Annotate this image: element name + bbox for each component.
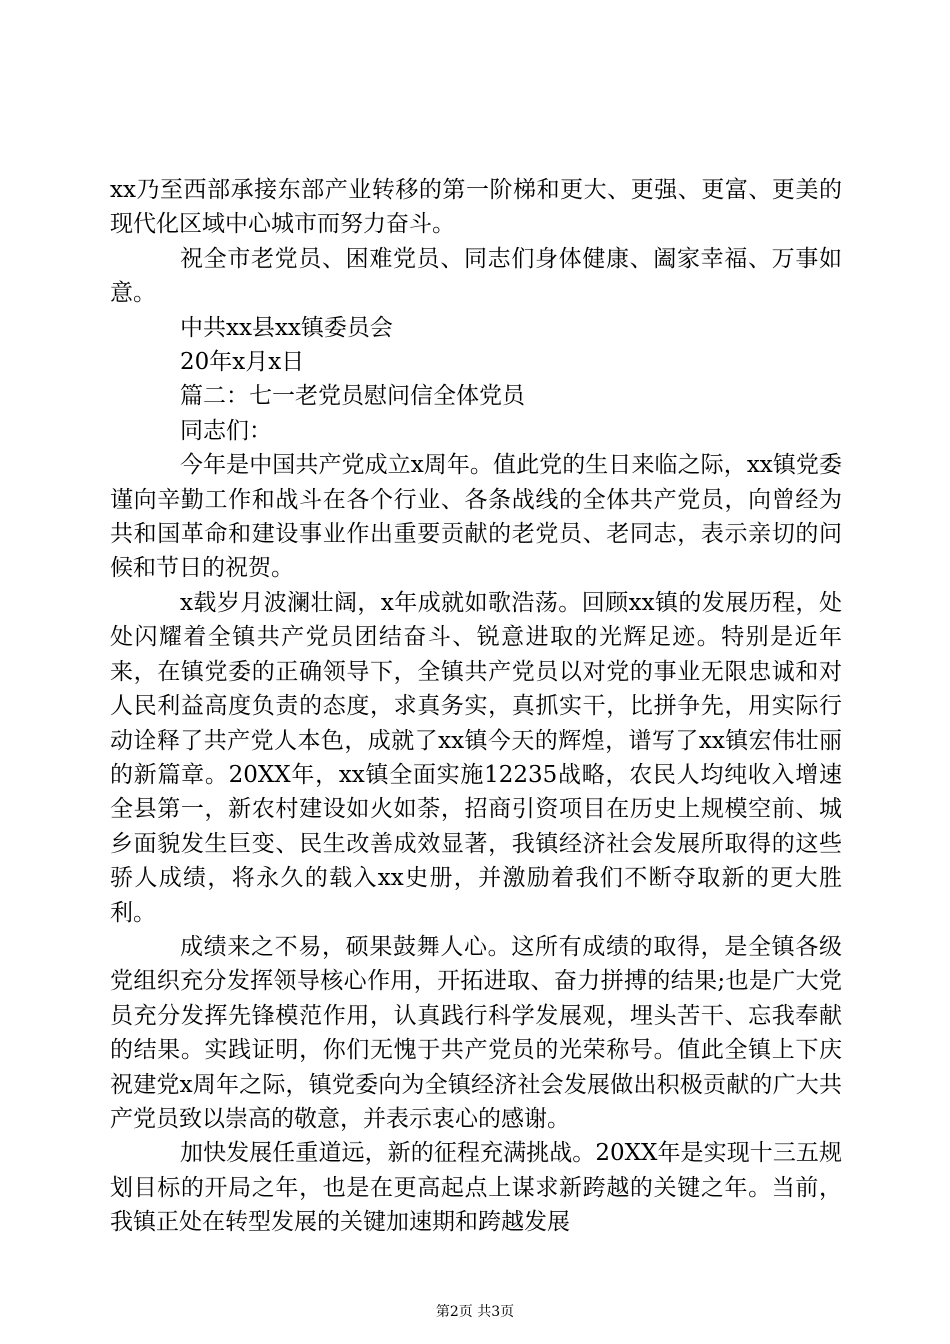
paragraph-1: xx乃至西部承接东部产业转移的第一阶梯和更大、更强、更富、更美的现代化区域中心城市而努力奋斗。 (110, 177, 842, 238)
section-heading: 篇二：七一老党员慰问信全体党员 (180, 383, 525, 410)
document-body (110, 173, 842, 1240)
paragraph-2: 祝全市老党员、困难党员、同志们身体健康、阖家幸福、万事如意。 (110, 245, 842, 307)
salutation: 同志们： (180, 417, 272, 444)
signature-date: 20年x月x日 (180, 349, 305, 376)
paragraph-10: 加快发展任重道远，新的征程充满挑战。20XX年是实现十三五规划目标的开局之年，也是在更高起点上谋求新跨越的关键之年。当前，我镇正处在转型发展的关键加速期和跨越发展 (110, 1140, 842, 1236)
paragraph-9: 成绩来之不易，硕果鼓舞人心。这所有成绩的取得，是全镇各级党组织充分发挥领导核心作用，开拓进取、奋力拼搏的结果;也是广大党员充分发挥先锋模范作用，认真践行科学发展观，埋头苦干、忘我奉献的结果。实践证明，你们无愧于共产党员的光荣称号。值此全镇上下庆祝建党x周年之际，镇党委向为全镇经济社会发展做出积极贡献的广大共产党员致以崇高的敬意，并表示衷心的感谢。 (110, 933, 842, 1132)
paragraph-8: x载岁月波澜壮阔，x年成就如歌浩荡。回顾xx镇的发展历程，处处闪耀着全镇共产党员团结奋斗、锐意进取的光辉足迹。特别是近年来，在镇党委的正确领导下，全镇共产党员以对党的事业无限忠诚和对人民利益高度负责的态度，求真务实，真抓实干，比拼争先，用实际行动诠释了共产党人本色，成就了xx镇今天的辉煌，谱写了xx镇宏伟壮丽的新篇章。20XX年，xx镇全面实施12235战略，农民人均纯收入增速全县第一，新农村建设如火如荼，招商引资项目在历史上规模空前、城乡面貌发生巨变、民生改善成效显著，我镇经济社会发展所取得的这些骄人成绩，将永久的载入xx史册，并激励着我们不断夺取新的更大胜利。 (110, 589, 842, 926)
signature-organization: 中共xx县xx镇委员会 (180, 314, 393, 341)
page-footer: 第2页 共3页 (435, 1304, 515, 1320)
paragraph-7: 今年是中国共产党成立x周年。值此党的生日来临之际，xx镇党委谨向辛勤工作和战斗在各个行业、各条战线的全体共产党员，向曾经为共和国革命和建设事业作出重要贡献的老党员、老同志，表示亲切的问候和节日的祝贺。 (110, 452, 842, 582)
